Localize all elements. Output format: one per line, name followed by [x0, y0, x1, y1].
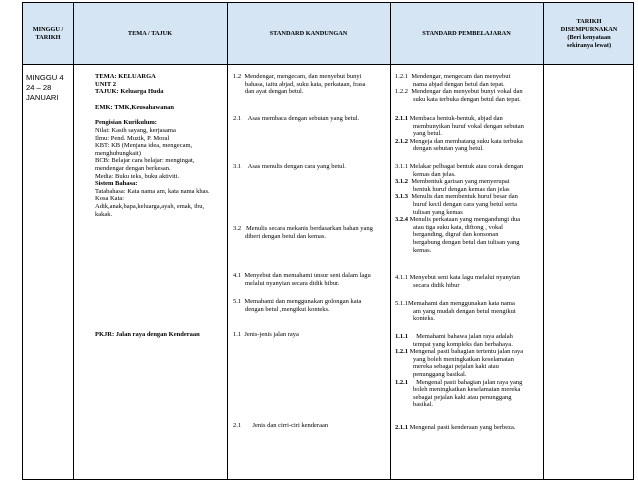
sk-item: 2.1 Jenis dan cirri-ciri kenderaan [233, 422, 329, 429]
sp-item: 2.1.1 Mengenal pasti kenderaan yang berbeza. [395, 424, 516, 431]
col-divider [227, 3, 228, 479]
sp-item: 2.1.1 Membaca bentuk-bentuk, abjad dan membunyikan huruf vokal dengan sebutan yang betul. 2.1.2 Mengeja dan membatang suku kata terbuka dengan sebutan yang betul. [395, 115, 524, 153]
header-tema: TEMA / TAJUK [127, 29, 173, 37]
header-minggu: MINGGU / TARIKH [32, 25, 64, 41]
sk-item: 5.1 Memahami dan menggunakan golongan kata dengan betul ,mengikut konteks. [233, 298, 362, 313]
sp-item: 3.1.1 Melakar pelbagai bentuk atau corak dengan kemas dan jelas. 3.1.2 Membentuk garisan yang menyerupai bentuk huruf dengan kemas dan jelas 3.1.3 Menulis dan membentuk huruf besar dan huruf kecil dengan cara yang betul serta tulisan yang kemas 3.2.4 Menulis perkataan yang mengandungi dua atau tiga suku kata, diftong , vokal berganding, digraf dan konsonan bergabung dengan betul dan tulisan yang kemas. [395, 163, 524, 254]
week-cell: MINGGU 4 24 – 28 JANUARI [26, 73, 64, 102]
sk-item: 1.1 Jenis-jenis jalan raya [233, 331, 299, 338]
sk-item: 2.1 Asas membaca dengan sebutan yang betul. [233, 115, 360, 122]
sp-item: 4.1.1 Menyebut seni kata lagu melalui nyanyian secara didik hibur [395, 274, 520, 289]
col-divider [73, 3, 74, 479]
sk-item: 4.1 Menyebut dan memahami unsur seni dalam lagu melalui nyanyian secara didik hibur. [233, 272, 371, 287]
sp-item: 5.1.1 Memahami dan menggunakan kata nama am yang mudah dengan betul mengikut konteks. [395, 300, 516, 323]
sk-item: 1.2 Mendengar, mengecam, dan menyebut bunyi bahasa, iaitu abjad, suku kata, perkataan, frasa dan ayat dengan betul. [233, 73, 366, 96]
col-divider [390, 3, 391, 479]
header-standard-pembelajaran: STANDARD PEMBELAJARAN [422, 29, 511, 37]
rpt-table [22, 2, 634, 480]
sk-item: 3.2 Menulis secara mekanis berdasarkan bahan yang diberi dengan betul dan kemas. [233, 225, 373, 240]
col-divider [543, 3, 544, 479]
sp-item: 1.2.1 Mendengar, mengecam dan menyebut nama abjad dengan betul dan tepat. 1.2.2 Mendengar dan menyebut bunyi vokal dan suku kata terbuka dengan betul dan tepat. [395, 73, 523, 103]
header-tarikh-disempurnakan: TARIKH DISEMPURNAKAN (Beri kenyataan sekiranya lewat) [560, 17, 618, 49]
header-standard-kandungan: STANDARD KANDUNGAN [269, 29, 348, 37]
sk-item: 3.1 Asas menulis dengan cara yang betul. [233, 163, 346, 170]
sp-item: 1.1.1 Memahami bahawa jalan raya adalah tempat yang kompleks dan berbahaya. 1.2.1 Mengenal pasti bahagian tertentu jalan raya yang boleh meningkatkan keselamatan mereka sebagai pejalan kaki atau penunggang basikal. 1.2.1 Mengenal pasti bahagian jalan raya yang boleh meningkatkan keselamatan mereka sebagai pejalan kaki atau penunggang basikal. [395, 333, 524, 409]
tema-block: TEMA: KELUARGA UNIT 2 TAJUK: Keluarga Huda EMK: TMK,Keusahawanan Pengisian Kurikulum: Nilai: Kasih sayang, kerjasama Ilmu: Pend. Muzik, P. Moral KBT: KB (Menjana idea, mengecam, menghubungkait) BCB: Belajar cara belajar: mengingat, mendengar dengan berkesan. Media: Buku teks, buku aktiviti. Sistem Bahasa: Tatabahasa: Kata nama am, kata nama khas. Kosa Kata: Adik,anak,bapa,keluarga,ayah, emak, ibu, kakak. [95, 73, 210, 218]
pkjr-title: PKJR: Jalan raya dengan Kenderaan [95, 331, 200, 338]
